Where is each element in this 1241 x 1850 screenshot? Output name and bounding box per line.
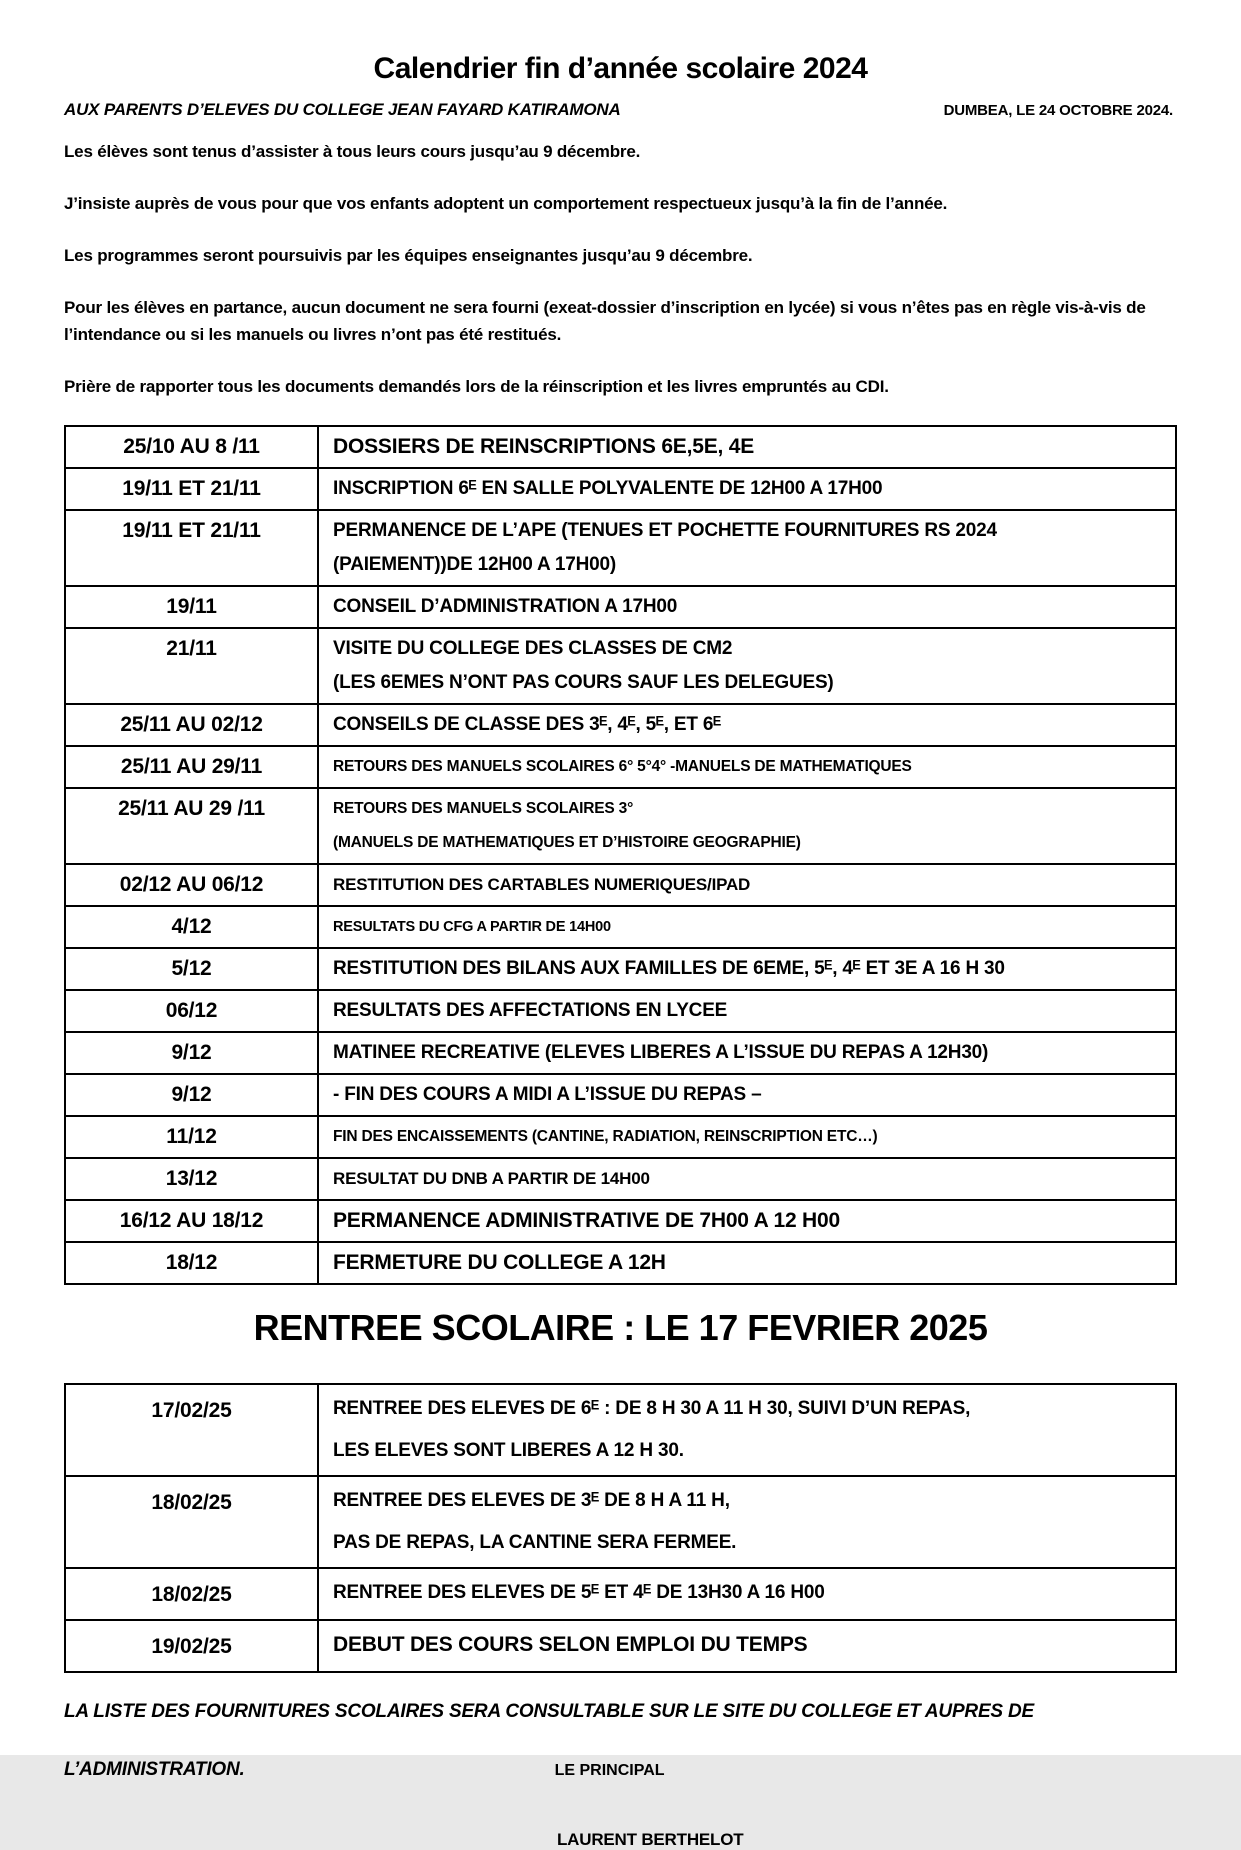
date-cell: 19/11	[65, 586, 318, 628]
date-cell: 21/11	[65, 628, 318, 704]
paragraph: Les programmes seront poursuivis par les équipes enseignantes jusqu’au 9 décembre.	[64, 246, 753, 265]
date-cell: 18/02/25	[65, 1476, 318, 1568]
paragraph: Prière de rapporter tous les documents demandés lors de la réinscription et les livres empruntés au CDI.	[64, 377, 889, 396]
table-row	[65, 788, 1176, 864]
date-cell: 19/02/25	[65, 1620, 318, 1672]
event-line: RESTITUTION DES CARTABLES NUMERIQUES/IPAD	[333, 875, 751, 894]
date-cell: 25/11 AU 29/11	[65, 746, 318, 788]
table-row	[65, 906, 1176, 948]
date-cell: 25/11 AU 29 /11	[65, 788, 318, 864]
date-cell: 9/12	[65, 1032, 318, 1074]
table-row	[65, 704, 1176, 746]
event-line: MATINEE RECREATIVE (ELEVES LIBERES A L’ISSUE DU REPAS A 12H30)	[333, 1042, 989, 1063]
event-line: PERMANENCE DE L’APE (TENUES ET POCHETTE FOURNITURES RS 2024	[333, 520, 997, 541]
paragraph: Pour les élèves en partance, aucun document ne sera fourni (exeat-dossier d’inscription en lycée) si vous n’êtes pas en règle vis-à-vis de l’intendance ou si les manuels ou livres n’ont pas été restitués.	[64, 298, 1146, 344]
table-row	[65, 1074, 1176, 1116]
date-cell: 4/12	[65, 906, 318, 948]
event-line: RESULTATS DES AFFECTATIONS EN LYCEE	[333, 1000, 728, 1021]
calendar-table-2024	[64, 425, 1177, 1285]
table-row	[65, 1384, 1176, 1476]
date-cell: 18/12	[65, 1242, 318, 1284]
event-line: (LES 6EMES N’ONT PAS COURS SAUF LES DELEGUES)	[333, 672, 834, 693]
signature-name: LAURENT BERTHELOT	[557, 1830, 744, 1849]
date-cell: 9/12	[65, 1074, 318, 1116]
table-row	[65, 1158, 1176, 1200]
event-line: LES ELEVES SONT LIBERES A 12 H 30.	[333, 1440, 684, 1461]
date-cell: 02/12 AU 06/12	[65, 864, 318, 906]
event-line: - FIN DES COURS A MIDI A L’ISSUE DU REPAS –	[333, 1084, 762, 1105]
event-line: RESULTAT DU DNB A PARTIR DE 14H00	[333, 1169, 650, 1188]
event-line: CONSEIL D’ADMINISTRATION A 17H00	[333, 596, 678, 617]
table-row	[65, 510, 1176, 586]
date-cell: 19/11 ET 21/11	[65, 510, 318, 586]
event-line: (MANUELS DE MATHEMATIQUES ET D’HISTOIRE GEOGRAPHIE)	[333, 834, 801, 851]
table-row	[65, 1032, 1176, 1074]
event-line: RESULTATS DU CFG A PARTIR DE 14H00	[333, 919, 611, 935]
subheader	[64, 100, 1177, 120]
addressee-line: AUX PARENTS D’ELEVES DU COLLEGE JEAN FAYARD KATIRAMONA	[64, 100, 621, 119]
event-line: RENTREE DES ELEVES DE 5ᴱ ET 4ᴱ DE 13H30 A 16 H00	[333, 1582, 825, 1603]
table-row	[65, 990, 1176, 1032]
paragraph: Les élèves sont tenus d’assister à tous leurs cours jusqu’au 9 décembre.	[64, 142, 641, 161]
principal-label: LE PRINCIPAL	[554, 1762, 665, 1779]
table-row	[65, 864, 1176, 906]
footer-note-line2-text: L’ADMINISTRATION.	[64, 1759, 245, 1780]
date-cell: 18/02/25	[65, 1568, 318, 1620]
event-line: RENTREE DES ELEVES DE 3ᴱ DE 8 H A 11 H,	[333, 1490, 730, 1511]
paragraph: J’insiste auprès de vous pour que vos enfants adoptent un comportement respectueux jusqu’à la fin de l’année.	[64, 194, 948, 213]
table-row	[65, 948, 1176, 990]
event-line: DOSSIERS DE REINSCRIPTIONS 6E,5E, 4E	[333, 435, 755, 458]
event-line: INSCRIPTION 6ᴱ EN SALLE POLYVALENTE DE 12H00 A 17H00	[333, 478, 883, 499]
footer-note-line: LA LISTE DES FOURNITURES SCOLAIRES SERA CONSULTABLE SUR LE SITE DU COLLEGE ET AUPRES DE	[64, 1701, 1034, 1722]
calendar-table-2025	[64, 1383, 1177, 1673]
date-cell: 06/12	[65, 990, 318, 1032]
table-row	[65, 1620, 1176, 1672]
event-line: RESTITUTION DES BILANS AUX FAMILLES DE 6EME, 5ᴱ, 4ᴱ ET 3E A 16 H 30	[333, 958, 1005, 979]
date-cell: 25/11 AU 02/12	[65, 704, 318, 746]
event-line: RENTREE DES ELEVES DE 6ᴱ : DE 8 H 30 A 11 H 30, SUIVI D’UN REPAS,	[333, 1398, 971, 1419]
event-line: VISITE DU COLLEGE DES CLASSES DE CM2	[333, 638, 733, 659]
date-cell: 17/02/25	[65, 1384, 318, 1476]
table-row	[65, 1476, 1176, 1568]
date-cell: 19/11 ET 21/11	[65, 468, 318, 510]
date-cell: 5/12	[65, 948, 318, 990]
table-row	[65, 468, 1176, 510]
table-row	[65, 586, 1176, 628]
event-line: DEBUT DES COURS SELON EMPLOI DU TEMPS	[333, 1633, 808, 1656]
table-row	[65, 1242, 1176, 1284]
event-line: RETOURS DES MANUELS SCOLAIRES 6° 5°4° -MANUELS DE MATHEMATIQUES	[333, 758, 912, 775]
footer-note-line	[64, 1741, 1177, 1800]
event-line: CONSEILS DE CLASSE DES 3ᴱ, 4ᴱ, 5ᴱ, ET 6ᴱ	[333, 714, 721, 735]
date-cell: 25/10 AU 8 /11	[65, 426, 318, 468]
table-row	[65, 426, 1176, 468]
table-row	[65, 1568, 1176, 1620]
event-line: (PAIEMENT))DE 12H00 A 17H00)	[333, 554, 616, 575]
dateline: DUMBEA, LE 24 OCTOBRE 2024.	[943, 102, 1173, 119]
table-row	[65, 1200, 1176, 1242]
document-title: Calendrier fin d’année scolaire 2024	[373, 52, 868, 85]
rentree-heading: RENTREE SCOLAIRE : LE 17 FEVRIER 2025	[253, 1307, 988, 1348]
event-line: PERMANENCE ADMINISTRATIVE DE 7H00 A 12 H00	[333, 1209, 840, 1232]
event-line: FIN DES ENCAISSEMENTS (CANTINE, RADIATION, REINSCRIPTION ETC…)	[333, 1128, 878, 1145]
event-line: PAS DE REPAS, LA CANTINE SERA FERMEE.	[333, 1532, 737, 1553]
date-cell: 16/12 AU 18/12	[65, 1200, 318, 1242]
table-row	[65, 1116, 1176, 1158]
table-row	[65, 628, 1176, 704]
event-line: FERMETURE DU COLLEGE A 12H	[333, 1251, 666, 1274]
table-row	[65, 746, 1176, 788]
date-cell: 13/12	[65, 1158, 318, 1200]
date-cell: 11/12	[65, 1116, 318, 1158]
footer-note	[64, 1683, 1177, 1800]
event-line: RETOURS DES MANUELS SCOLAIRES 3°	[333, 800, 634, 817]
